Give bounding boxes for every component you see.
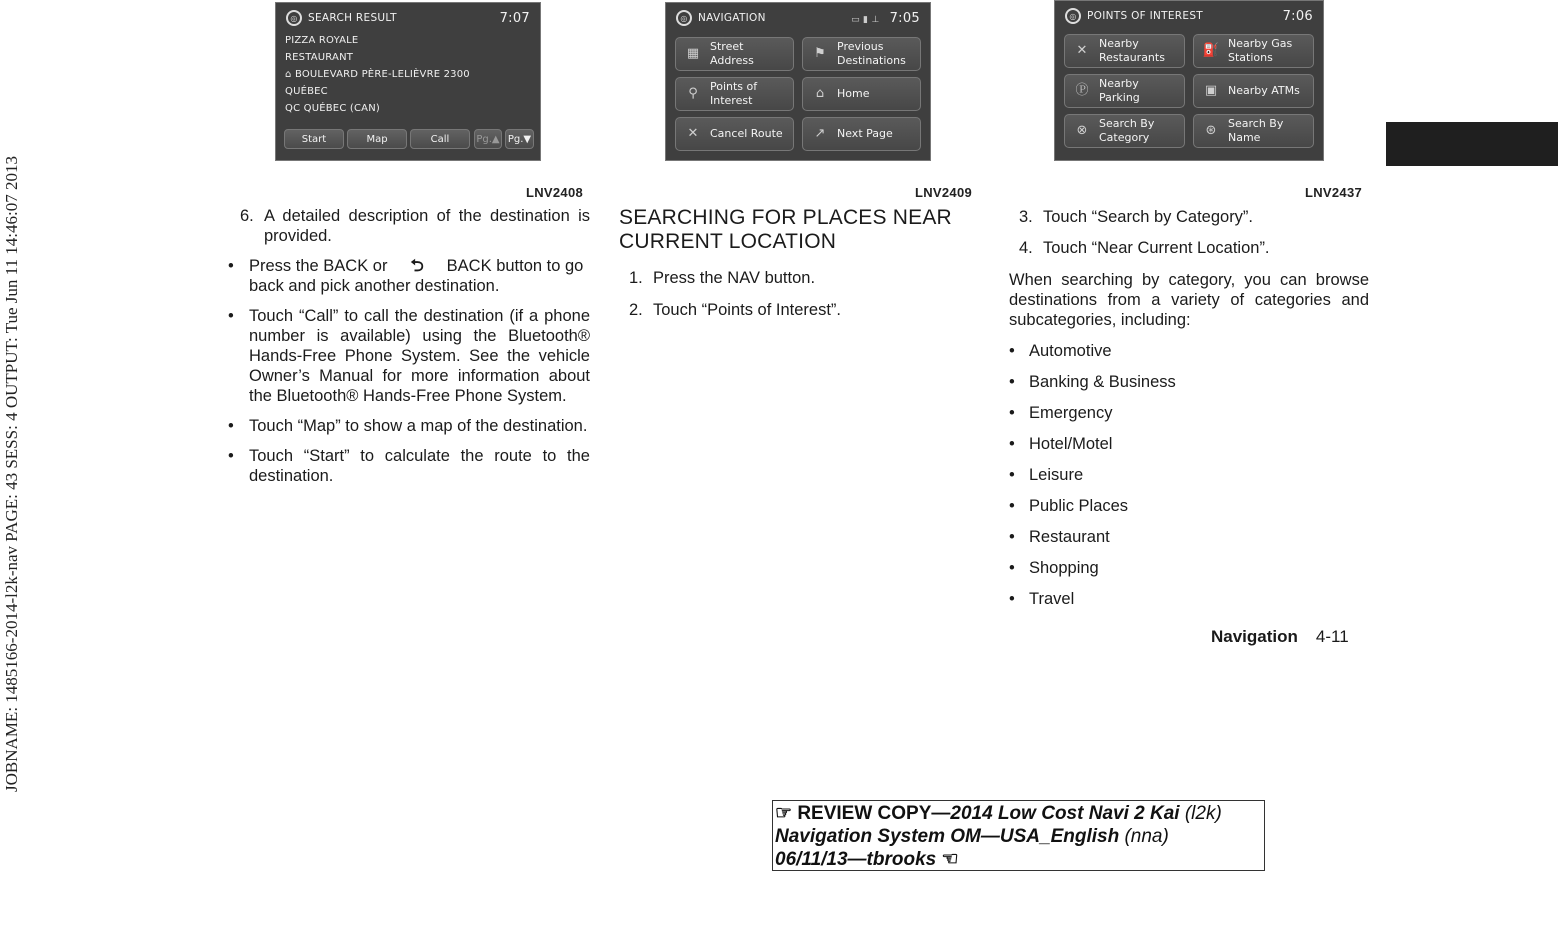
category-intro: When searching by category, you can browse destinations from a variety of categories and subcategories, including: xyxy=(1009,271,1369,329)
column-2 xyxy=(619,206,969,330)
step-6 xyxy=(240,206,590,246)
page-footer xyxy=(1211,627,1349,647)
screen-header xyxy=(1055,1,1323,31)
start-button[interactable]: Start xyxy=(284,129,344,149)
result-address: BOULEVARD PÈRE-LELIÈVRE 2300 xyxy=(294,69,470,80)
bullet-text: Touch “Map” to show a map of the destination. xyxy=(249,417,588,435)
search-icon: ⊗ xyxy=(1076,123,1088,138)
category-label: Leisure xyxy=(1029,466,1084,484)
next-page-button[interactable] xyxy=(802,117,921,151)
review-copy-box xyxy=(772,800,1265,871)
button-label: Points of Interest xyxy=(710,80,758,107)
result-line: RESTAURANT xyxy=(285,52,354,63)
clock-time: 7:05 xyxy=(889,10,920,26)
review-code: (l2k) xyxy=(1184,803,1222,824)
step-3 xyxy=(1019,207,1369,227)
atm-icon: ▣ xyxy=(1204,83,1218,98)
figure-label: LNV2437 xyxy=(1305,185,1363,200)
category-item xyxy=(1009,589,1369,609)
nav-logo-icon: ◎ xyxy=(676,10,692,26)
bullet-dot: • xyxy=(228,447,234,465)
step-text: A detailed description of the destination is provided. xyxy=(264,207,590,245)
category-item xyxy=(1009,558,1369,578)
nearby-gas-stations-button[interactable] xyxy=(1193,34,1314,68)
footer-section: Navigation xyxy=(1211,627,1298,646)
review-line-3 xyxy=(775,848,1262,871)
review-line-1 xyxy=(775,802,1262,825)
button-label: Home xyxy=(837,87,870,100)
page-down-button[interactable]: Pg.▼ xyxy=(505,129,534,149)
map-button[interactable]: Map xyxy=(347,129,407,149)
search-by-category-button[interactable] xyxy=(1064,114,1185,148)
home-icon: ⌂ xyxy=(815,86,825,101)
bullet-dot: • xyxy=(1009,497,1015,515)
column-1 xyxy=(228,206,590,496)
cancel-route-button[interactable] xyxy=(675,117,794,151)
button-label: Street Address xyxy=(710,40,754,67)
bullet-text-pre: Press the BACK or xyxy=(249,257,388,275)
button-label: Search By Category xyxy=(1099,117,1155,144)
nearby-restaurants-button[interactable] xyxy=(1064,34,1185,68)
bullet-dot: • xyxy=(1009,404,1015,422)
search-by-name-button[interactable] xyxy=(1193,114,1314,148)
button-label: Search By Name xyxy=(1228,117,1284,144)
home-button[interactable] xyxy=(802,77,921,111)
figure-label: LNV2409 xyxy=(915,185,973,200)
bullet-dot: • xyxy=(228,307,234,325)
category-item xyxy=(1009,496,1369,516)
result-line: QUÉBEC xyxy=(285,86,328,97)
bullet-text: Touch “Start” to calculate the route to the destination. xyxy=(249,447,590,485)
screen-title: POINTS OF INTEREST xyxy=(1087,10,1204,22)
nearby-atms-button[interactable] xyxy=(1193,74,1314,108)
result-line xyxy=(285,69,470,80)
category-label: Public Places xyxy=(1029,497,1129,515)
category-item xyxy=(1009,527,1369,547)
points-of-interest-screen xyxy=(1054,0,1324,161)
points-of-interest-button[interactable] xyxy=(675,77,794,111)
category-label: Emergency xyxy=(1029,404,1113,422)
step-number: 1. xyxy=(629,269,643,287)
bullet-start xyxy=(228,446,590,486)
back-arrow-icon: ⮌ xyxy=(410,257,424,275)
button-label: Nearby Restaurants xyxy=(1099,37,1165,64)
screen-title: NAVIGATION xyxy=(698,12,766,24)
page-number: 4-11 xyxy=(1315,627,1349,646)
parking-icon: Ⓟ xyxy=(1075,83,1089,98)
category-item xyxy=(1009,372,1369,392)
clock xyxy=(851,11,920,26)
step-1 xyxy=(629,268,969,288)
section-title: SEARCHING FOR PLACES NEAR CURRENT LOCATION xyxy=(619,206,952,253)
category-label: Hotel/Motel xyxy=(1029,435,1113,453)
bullet-dot: • xyxy=(1009,373,1015,391)
category-item xyxy=(1009,341,1369,361)
nearby-parking-button[interactable] xyxy=(1064,74,1185,108)
category-label: Banking & Business xyxy=(1029,373,1176,391)
call-button[interactable]: Call xyxy=(410,129,470,149)
job-info-sidebar xyxy=(0,0,24,948)
review-lang-code: (nna) xyxy=(1124,826,1169,847)
bullet-dot: • xyxy=(1009,435,1015,453)
cancel-route-icon: ✕ xyxy=(687,126,699,141)
bullet-dot: • xyxy=(1009,559,1015,577)
bullet-dot: • xyxy=(1009,590,1015,608)
step-number: 2. xyxy=(629,301,643,319)
step-number: 6. xyxy=(240,207,254,225)
button-label: Nearby ATMs xyxy=(1228,84,1300,97)
pointing-hand-left-icon: ☜ xyxy=(941,849,959,870)
button-label: Cancel Route xyxy=(710,127,783,140)
review-product: 2014 Low Cost Navi 2 Kai xyxy=(950,803,1180,824)
result-line: QC QUÉBEC (CAN) xyxy=(285,103,380,114)
page-up-button[interactable]: Pg.▲ xyxy=(474,129,502,149)
category-item xyxy=(1009,465,1369,485)
step-text: Touch “Points of Interest”. xyxy=(653,301,842,319)
navigation-screen xyxy=(665,2,931,161)
button-label: Nearby Gas Stations xyxy=(1228,37,1293,64)
category-label: Travel xyxy=(1029,590,1075,608)
bullet-text: Touch “Call” to call the destination (if a phone number is available) using the Bluetooth® Hands-Free Phone System. See the vehicle Owner’s Manual for more information about the Bluetooth® Hands-Free Phone System. xyxy=(249,307,590,405)
screen-header xyxy=(276,3,540,33)
column-3 xyxy=(1009,207,1369,620)
bullet-call xyxy=(228,306,590,406)
step-number: 3. xyxy=(1019,208,1033,226)
bullet-back xyxy=(228,256,590,296)
bullet-dot: • xyxy=(228,257,234,275)
clock: 7:06 xyxy=(1282,8,1313,24)
category-label: Automotive xyxy=(1029,342,1112,360)
home-icon: ⌂ xyxy=(285,69,295,80)
flag-icon: ⚑ xyxy=(814,46,826,61)
step-text: Touch “Near Current Location”. xyxy=(1043,239,1270,257)
button-label: Previous Destinations xyxy=(837,40,906,67)
bullet-text-post: BACK button to go back and pick another destination. xyxy=(249,257,584,295)
category-label: Restaurant xyxy=(1029,528,1110,546)
bullet-map xyxy=(228,416,590,436)
figure-label: LNV2408 xyxy=(526,185,584,200)
button-label: Nearby Parking xyxy=(1099,77,1140,104)
review-label: REVIEW COPY— xyxy=(797,803,951,824)
result-line: PIZZA ROYALE xyxy=(285,35,359,46)
step-number: 4. xyxy=(1019,239,1033,257)
screen-header xyxy=(666,3,930,33)
category-item xyxy=(1009,403,1369,423)
street-address-button[interactable] xyxy=(675,37,794,71)
fuel-pump-icon: ⛽ xyxy=(1202,43,1220,58)
category-label: Shopping xyxy=(1029,559,1099,577)
pin-icon: ⚲ xyxy=(688,86,698,101)
nav-logo-icon: ◎ xyxy=(1065,8,1081,24)
section-tab xyxy=(1386,122,1558,166)
screen-title: SEARCH RESULT xyxy=(308,12,397,24)
bullet-dot: • xyxy=(1009,466,1015,484)
search-icon: ⊛ xyxy=(1205,123,1217,138)
search-result-screen xyxy=(275,2,541,161)
review-manual: Navigation System OM—USA_English xyxy=(775,826,1120,847)
category-item xyxy=(1009,434,1369,454)
step-text: Press the NAV button. xyxy=(653,269,816,287)
clock: 7:07 xyxy=(499,10,530,26)
next-page-icon: ↗ xyxy=(814,126,826,141)
review-date: 06/11/13—tbrooks xyxy=(775,849,937,870)
bullet-dot: • xyxy=(1009,342,1015,360)
job-info-text: JOBNAME: 1485166-2014-l2k-nav PAGE: 43 SESS: 4 OUTPUT: Tue Jun 11 14:46:07 2013 xyxy=(2,156,21,792)
step-4 xyxy=(1019,238,1369,258)
utensils-icon: ✕ xyxy=(1076,43,1088,58)
pointing-hand-icon: ☞ xyxy=(775,803,793,824)
bullet-dot: • xyxy=(1009,528,1015,546)
step-2 xyxy=(629,300,969,320)
step-text: Touch “Search by Category”. xyxy=(1043,208,1254,226)
status-icons: ▭ ▮ ⊥ xyxy=(851,14,880,25)
review-line-2 xyxy=(775,825,1262,848)
nav-logo-icon: ◎ xyxy=(286,10,302,26)
previous-destinations-button[interactable] xyxy=(802,37,921,71)
map-icon: ▦ xyxy=(686,46,700,61)
bullet-dot: • xyxy=(228,417,234,435)
button-label: Next Page xyxy=(837,127,893,140)
